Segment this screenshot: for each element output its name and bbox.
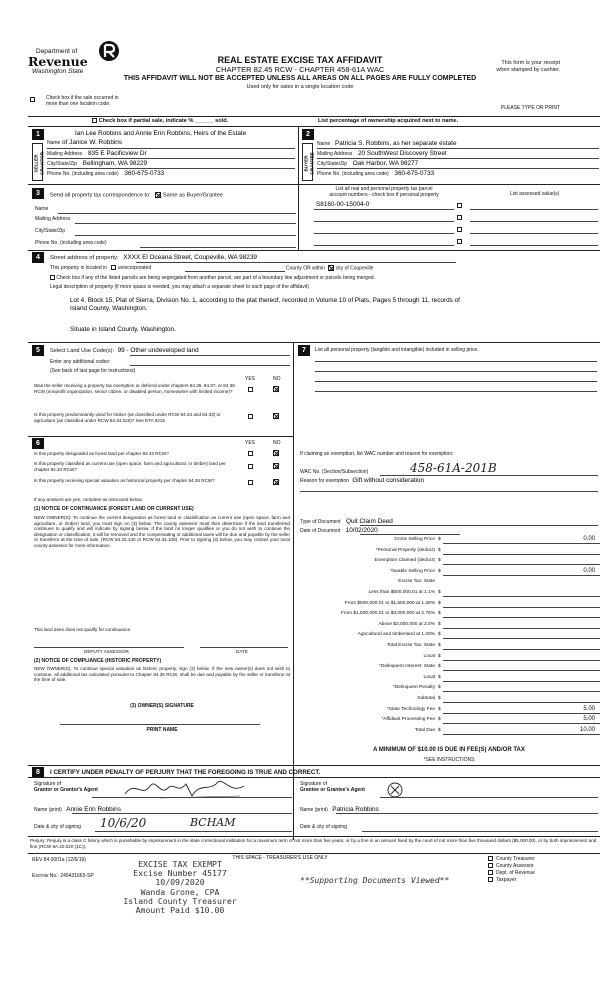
- dor-logo: [28, 40, 128, 80]
- fee-label: Total Excise Tax: State: [386, 643, 435, 648]
- grantor-date-value[interactable]: 10/6/20: [100, 816, 147, 830]
- grantor-date-label: Date & city of signing: [34, 824, 81, 830]
- multi-location-line2: more than one location code.: [46, 101, 111, 107]
- dollar-sign: $: [438, 558, 441, 563]
- fee-amount-field[interactable]: [443, 684, 600, 692]
- fee-label: *Delinquent Interest: State: [379, 664, 435, 669]
- land-use-label: Select Land Use Code(s):: [50, 348, 115, 354]
- s6-if-yes: If any answers are yes, complete as instructed below.: [34, 497, 143, 502]
- grantor-sig-line2: Grantor or Grantor's Agent: [34, 787, 98, 793]
- fee-label: Local: [423, 654, 435, 659]
- grantor-name-value[interactable]: Annie Erin Robbins: [66, 806, 121, 813]
- grantor-signature-label: [34, 781, 98, 793]
- copy-checkbox[interactable]: [488, 863, 493, 868]
- fee-amount-field[interactable]: [443, 547, 600, 555]
- please-type: PLEASE TYPE OR PRINT: [500, 105, 560, 111]
- fee-label: Excise Tax: State: [398, 579, 435, 584]
- grantee-sig-line1: Signature of: [300, 781, 327, 787]
- s3-name-label: Name: [35, 206, 49, 212]
- personal-property-checkbox-1[interactable]: [457, 203, 462, 210]
- receipt-note-line2: when stamped by cashier.: [496, 66, 560, 73]
- fee-amount-field[interactable]: [443, 716, 600, 724]
- fee-row: [300, 590, 435, 596]
- street-address-row: [50, 254, 257, 262]
- treasurer-only: THIS SPACE - TREASURER'S USE ONLY: [232, 855, 328, 861]
- dollar-sign: $: [438, 548, 441, 553]
- city-checkbox[interactable]: [328, 265, 334, 271]
- escrow-number: Escrow No.: 245431665-SP: [32, 873, 94, 879]
- seller-side-text: SELLER GRANTOR: [33, 151, 44, 176]
- buyer-city-row: [317, 160, 418, 168]
- fee-row: [300, 548, 435, 554]
- stamp-line4: Wanda Grone, CPA: [140, 886, 220, 897]
- fee-amount: 5.00: [583, 716, 595, 722]
- form-title: REAL ESTATE EXCISE TAX AFFIDAVIT: [217, 55, 383, 65]
- dollar-sign: $: [438, 569, 441, 574]
- copy-item: [488, 870, 535, 876]
- copy-checkbox[interactable]: [488, 870, 493, 875]
- rev-number: REV 84 0001a (12/6/19): [32, 857, 86, 863]
- ownership-pct-label: List percentage of ownership acquired next to name.: [318, 118, 459, 124]
- dept-state: Washington State: [32, 68, 84, 75]
- qualify-continuance: [34, 627, 131, 633]
- assessed-header: List assessed value(s): [510, 191, 560, 197]
- copy-item: [488, 877, 535, 883]
- fee-label: Taxable Selling Price: [390, 569, 435, 574]
- stamp-line1: EXCISE TAX EXEMPT: [138, 859, 222, 869]
- dollar-sign: $: [438, 643, 441, 648]
- s6-question-3: Is this property receiving special valuation as historical property per chapter 84.26 RCW?: [34, 478, 215, 483]
- parcel-header-line2: account numbers - check box if personal property: [329, 192, 439, 198]
- correspondence-label: Send all property tax correspondence to:: [50, 192, 151, 199]
- land-use-value[interactable]: 99 - Other undeveloped land: [117, 347, 199, 354]
- legal-description[interactable]: [70, 297, 590, 312]
- segregated-label: Check box if any of the listed parcels are being segregated from another parcel, are part of a boundary line adjustment or parcels being merged.: [56, 275, 375, 281]
- fee-label: *State Technology Fee: [386, 707, 435, 712]
- see-back-label: (See back of last page for instructions): [50, 368, 136, 374]
- copy-label: Dept. of Revenue: [496, 870, 535, 876]
- s6-q3-no-checkbox[interactable]: [273, 479, 279, 487]
- doc-type-value[interactable]: Quit Claim Deed: [345, 518, 393, 525]
- fee-row: [300, 707, 435, 713]
- buyer-name-row: [317, 140, 457, 148]
- grantee-name-label: Name (print): [300, 807, 328, 813]
- fee-label: Exemption Claimed (deduct): [374, 558, 435, 563]
- form-subtitle: CHAPTER 82.45 RCW - CHAPTER 458-61A WAC: [215, 65, 385, 74]
- s5-q1-yes-checkbox[interactable]: [248, 387, 253, 394]
- fee-label: Less than $500,000.01 at 1.1%: [368, 590, 435, 595]
- dollar-sign: $: [438, 654, 441, 659]
- s6-q1-no-checkbox[interactable]: [273, 450, 279, 458]
- fee-amount: 5.00: [583, 706, 595, 712]
- fee-row: [300, 717, 435, 723]
- fee-label: *Personal Property (deduct): [375, 548, 435, 553]
- wac-value[interactable]: 458-61A-201B: [410, 461, 497, 475]
- dollar-sign: $: [438, 622, 441, 627]
- fee-amount-field[interactable]: [443, 631, 600, 639]
- copy-item: [488, 856, 535, 862]
- s6-q3-yes-checkbox[interactable]: [248, 480, 253, 487]
- buyer-address-value[interactable]: 20 SouthWest Discovery Street: [357, 150, 447, 157]
- dept-name: Revenue: [28, 54, 88, 69]
- buyer-city-label: City/State/Zip: [317, 161, 348, 167]
- notice-2-body: NEW OWNER(S): To continue special valuation as historic property, sign (3) below. If the new owner(s) does not wish to continue, all additional tax calculated pursuant to Chapter 84.26 RCW, shall be due and payable by the seller or transferor at the time of sale.: [34, 666, 290, 682]
- additional-codes-label: Enter any additional codes:: [50, 359, 111, 365]
- dollar-sign: $: [438, 664, 441, 669]
- s6-q2-yes-checkbox[interactable]: [248, 464, 253, 471]
- legal-line2: Island County, Washington.: [70, 304, 148, 312]
- s6-q1-yes-checkbox[interactable]: [248, 451, 253, 458]
- buyer-address-label: Mailing Address: [317, 151, 353, 157]
- fee-row: [300, 728, 435, 734]
- treasurer-stamp: [110, 860, 250, 915]
- dollar-sign: $: [438, 728, 441, 733]
- fee-row: [300, 569, 435, 575]
- seller-address-value[interactable]: 835 E Pacificview Dr: [87, 150, 147, 157]
- s6-yes-header: YES: [245, 440, 256, 446]
- s3-city-label: City/State/Zip: [35, 228, 66, 234]
- seller-side-label: [32, 143, 43, 181]
- fee-label: Total Due: [414, 728, 435, 733]
- section-2-number: 2: [302, 129, 314, 140]
- stamp-line5: Island County Treasurer: [123, 895, 237, 906]
- s5-q1-no-checkbox[interactable]: [273, 386, 279, 394]
- s5-question-2: Is this property predominantly used for timber (as classified under RCW 84.34 and 84.33) or agriculture (as classified under RCW 84.34.020)? See ETA 3215: [34, 412, 221, 423]
- seller-name-label: Name: [47, 140, 61, 146]
- dept-line: Department of: [36, 48, 78, 55]
- minimum-fee-note: A MINIMUM OF $10.00 IS DUE IN FEE(S) AND/OR TAX: [373, 747, 525, 753]
- fee-row: [300, 601, 435, 607]
- exemption-label: If claiming an exemption, list WAC number and reason for exemption:: [300, 451, 454, 457]
- s6-question-1: Is this property designated as forest land per chapter 84.33 RCW?: [34, 451, 169, 456]
- fee-label: *Delinquent Penalty: [392, 685, 435, 690]
- located-label: This property is located in: [50, 265, 107, 271]
- notice-1-body: NEW OWNER(S): To continue the current designation as forest land or classification as current use (open space, farm and agriculture, or timber) land, you must sign on (3) below. The county assessor must then determine if the land transferred continues to qualify and will indicate by signing below. If the land no longer qualifies or you do not wish to continue the designation or classification, it will be removed and the compensating or additional taxes will be due and payable by the seller or transferor at the time of sale. (RCW 84.33.140 or RCW 84.34.108). Prior to signing (3) below, you may contact your local county assessor for more information.: [34, 515, 290, 548]
- unincorporated-checkbox[interactable]: [111, 265, 116, 270]
- copy-label: County Treasurer: [496, 856, 535, 862]
- seller-name-line1[interactable]: Ian Lee Robbins and Annie Erin Robbins, Heirs of the Estate: [75, 130, 247, 137]
- buyer-city-value[interactable]: Oak Harbor, WA 98277: [352, 160, 419, 167]
- fee-amount-field[interactable]: [443, 568, 600, 576]
- dollar-sign: $: [438, 675, 441, 680]
- dollar-sign: $: [438, 611, 441, 616]
- section-6-number: 6: [32, 438, 44, 449]
- receipt-note-line1: This form is your receipt: [501, 60, 560, 66]
- grantee-name-value[interactable]: Patricia Robbins: [332, 806, 379, 813]
- fee-row: [300, 579, 435, 585]
- street-address-value[interactable]: XXXX El Oceana Street, Coupeville, WA 98239: [123, 254, 257, 261]
- personal-property-checkbox-3[interactable]: [457, 227, 462, 234]
- deputy-date-label: DATE: [236, 649, 248, 654]
- notice-1-title: (1) NOTICE OF CONTINUANCE (FOREST LAND OR CURRENT USE): [34, 506, 194, 512]
- grantor-signature[interactable]: [120, 776, 250, 802]
- certify-statement: I CERTIFY UNDER PENALTY OF PERJURY THAT THE FOREGOING IS TRUE AND CORRECT.: [50, 769, 321, 776]
- same-as-buyer-checkbox[interactable]: [155, 192, 161, 198]
- multi-location-line1: Check box if the sale occurred in: [46, 95, 119, 101]
- personal-property-label: List all personal property (tangible and intangible) included in selling price.: [315, 347, 479, 353]
- s6-q2-no-checkbox[interactable]: [273, 463, 279, 471]
- grantor-date-row: [34, 824, 81, 830]
- form-usage: Used only for sales in a single location code: [246, 84, 354, 90]
- fee-amount-field[interactable]: [443, 589, 600, 597]
- parcel-header: [300, 186, 468, 198]
- perjury-statement: Perjury: Perjury is a class C felony which is punishable by imprisonment in the state correctional institution for a maximum term of not more than five years, or by a fine in an amount fixed by the court of not more than five thousand dollars ($5,000.00), or by both imprisonment and fine (RCW 9A.20.020 (1C)).: [30, 838, 597, 849]
- buyer-side-label: [302, 143, 313, 181]
- fee-row: [300, 537, 435, 543]
- fee-label: Local: [423, 675, 435, 680]
- seller-address-row: [47, 150, 147, 158]
- grantor-sig-line1: Signature of: [34, 781, 61, 787]
- county-row: [286, 265, 373, 271]
- grantor-name-label: Name (print): [34, 807, 62, 813]
- dollar-sign: $: [438, 707, 441, 712]
- s6-question-2: Is this property classified as current use (open space, farm and agricultural, or timber) land per chapter 84.34 RCW?: [34, 461, 226, 472]
- personal-property-checkbox-2[interactable]: [457, 215, 462, 222]
- fee-row: [300, 643, 435, 649]
- qualify-label: This land does does not qualify for continuance.: [34, 627, 132, 632]
- seller-city-row: [47, 160, 147, 168]
- segregated-row: [50, 275, 375, 281]
- owner-signature-label: (3) OWNER(S) SIGNATURE: [130, 703, 194, 709]
- fee-amount-field[interactable]: [443, 663, 600, 671]
- dollar-sign: $: [438, 696, 441, 701]
- fee-row: [300, 654, 435, 660]
- fee-amount: 0.00: [583, 536, 595, 542]
- s3-address-label: Mailing Address: [35, 216, 71, 222]
- fee-row: [300, 611, 435, 617]
- section-7-number: 7: [298, 345, 310, 356]
- buyer-side-text: BUYER GRANTEE: [303, 152, 314, 175]
- section-5-number: 5: [32, 345, 44, 356]
- print-name-label: PRINT NAME: [146, 727, 178, 733]
- fee-amount-field[interactable]: [443, 642, 600, 650]
- notice-2-title: (2) NOTICE OF COMPLIANCE (HISTORIC PROPERTY): [34, 658, 162, 664]
- multi-location-checkbox[interactable]: [30, 97, 35, 104]
- doc-date-label: Date of Document: [300, 528, 341, 534]
- section-8-number: 8: [32, 767, 44, 778]
- fee-amount: 0.00: [583, 568, 595, 574]
- seller-address-label: Mailing Address: [47, 151, 83, 157]
- s5-question-1: Was the seller receiving a property tax exemption or deferral under chapters 84.36, 84.37, or 84.38 RCW (nonprofit organization, senior citizen, or disabled person, homeowner with limited income)?: [34, 383, 235, 394]
- fee-amount-field[interactable]: [443, 706, 600, 714]
- fee-label: From $1,500,000.01 to $3,000,000 at 2.75%: [340, 611, 435, 616]
- receipt-note: [440, 60, 560, 73]
- see-instructions-note: *SEE INSTRUCTIONS: [423, 757, 475, 763]
- fee-amount-field[interactable]: [443, 727, 600, 735]
- s6-no-header: NO: [273, 440, 281, 446]
- reason-label: Reason for exemption: [300, 478, 349, 484]
- seller-city-label: City/State/Zip: [47, 161, 78, 167]
- s5-yes-header: YES: [245, 376, 256, 382]
- parcel-header-line1: List all real and personal property tax parcel: [335, 186, 433, 192]
- fee-amount-field[interactable]: [443, 610, 600, 618]
- dollar-sign: $: [438, 601, 441, 606]
- legal-label: Legal description of property (if more space is needed, you may attach a separate sheet to each page of the affidavit): [50, 284, 309, 290]
- copy-label: Taxpayer: [496, 877, 517, 883]
- fee-label: From $500,000.01 to $1,500,000 at 1.28%: [344, 601, 435, 606]
- copy-label: County Assessor: [496, 863, 534, 869]
- copy-checkbox[interactable]: [488, 856, 493, 861]
- fee-amount-field[interactable]: [443, 674, 600, 682]
- fee-row: [300, 558, 435, 564]
- partial-sale-label: Check box if partial sale, indicate % ______ sold.: [98, 118, 229, 124]
- legal-line1: Lot 4, Block 15, Plat of Sierra, Division No. 1, according to the plat thereof, recorded in Volume 10 of Plats, Pages 5 through 11, records of: [70, 297, 460, 304]
- seller-name-value[interactable]: of Janice W. Robbins: [62, 139, 123, 146]
- seller-phone-value[interactable]: 360-675-0733: [124, 170, 165, 177]
- unincorporated-label: unincorporated: [117, 265, 152, 271]
- fee-row: [300, 675, 435, 681]
- stamp-line2: Excise Number 45177: [133, 868, 227, 879]
- buyer-name-value[interactable]: Patricia S. Robbins, as her separate estate: [335, 140, 457, 147]
- fee-amount-field[interactable]: [443, 536, 600, 544]
- personal-property-checkbox-4[interactable]: [457, 239, 462, 246]
- stamp-line3: 10/09/2020: [155, 877, 205, 888]
- copy-checkbox[interactable]: [488, 877, 493, 882]
- fee-amount-field[interactable]: [443, 695, 600, 703]
- fee-label: Gross Selling Price: [394, 537, 435, 542]
- situate-text: Situate in Island County, Washington.: [70, 326, 176, 333]
- correspondence-row: [50, 192, 223, 199]
- fee-label: *Affidavit Processing Fee: [381, 717, 435, 722]
- dollar-sign: $: [438, 537, 441, 542]
- fee-label: Agricultural and timberland at 1.28%: [357, 632, 435, 637]
- s5-q2-yes-checkbox[interactable]: [248, 414, 253, 421]
- section-4-number: 4: [32, 252, 44, 263]
- buyer-phone-label: Phone No. (including area code): [317, 171, 389, 177]
- supporting-docs-stamp: **Supporting Documents Viewed**: [300, 876, 450, 885]
- fee-row: [300, 664, 435, 670]
- fee-amount-field[interactable]: [443, 557, 600, 565]
- fee-row: [300, 685, 435, 691]
- segregated-checkbox[interactable]: [50, 275, 55, 280]
- form-warning: THIS AFFIDAVIT WILL NOT BE ACCEPTED UNLESS ALL AREAS ON ALL PAGES ARE FULLY COMPLETED: [123, 75, 477, 82]
- buyer-phone-value[interactable]: 360-675-0733: [394, 170, 435, 177]
- multi-location-label: [46, 95, 119, 107]
- located-row: [50, 265, 151, 271]
- fee-row: [300, 632, 435, 638]
- doc-type-label: Type of Document: [300, 519, 341, 525]
- fee-amount-field[interactable]: [443, 653, 600, 661]
- dollar-sign: $: [438, 590, 441, 595]
- parcel-number-1[interactable]: S8160-00-15004-0: [316, 201, 370, 208]
- fee-amount-field[interactable]: [443, 600, 600, 608]
- seller-name-row: [47, 139, 295, 147]
- fee-row: [300, 622, 435, 628]
- s3-phone-label: Phone No. (including area code): [35, 240, 107, 246]
- s5-q2-no-checkbox[interactable]: [273, 413, 279, 421]
- copy-item: [488, 863, 535, 869]
- partial-sale-checkbox[interactable]: [92, 118, 97, 123]
- s5-no-header: NO: [273, 376, 281, 382]
- dollar-sign: $: [438, 685, 441, 690]
- county-label: County OR within: [286, 265, 325, 272]
- stamp-line6: Amount Paid $10.00: [135, 904, 225, 915]
- partial-sale-row: [92, 118, 228, 125]
- fee-amount-field[interactable]: [443, 621, 600, 629]
- reason-row: [300, 477, 424, 485]
- grantor-city-value[interactable]: BCHAM: [190, 816, 236, 829]
- grantee-signature-label: [300, 781, 365, 793]
- revenue-emblem-icon: [98, 40, 120, 62]
- dollar-sign: $: [438, 632, 441, 637]
- section-3-number: 3: [32, 188, 44, 199]
- buyer-address-row: [317, 150, 447, 158]
- land-use-row: [50, 347, 199, 355]
- doc-date-value[interactable]: 10/02/2020: [345, 527, 378, 534]
- fee-label: Above $3,000,000 at 3.0%: [378, 622, 435, 627]
- wac-label: WAC No. (Section/Subsection): [300, 469, 369, 475]
- street-address-label: Street address of property:: [50, 255, 119, 261]
- fee-row: [300, 696, 435, 702]
- reason-value[interactable]: Gift without consideration: [352, 477, 425, 484]
- dollar-sign: $: [438, 717, 441, 722]
- seller-phone-label: Phone No. (including area code): [47, 171, 119, 177]
- city-label: city of Coupeville: [335, 265, 374, 272]
- seller-phone-row: [47, 170, 164, 178]
- section-1-number: 1: [32, 129, 44, 140]
- fee-amount: 10.00: [579, 727, 595, 733]
- grantee-sig-line2: Grantee or Grantee's Agent: [300, 787, 365, 793]
- seller-city-value[interactable]: Bellingham, WA 98229: [82, 160, 148, 167]
- deputy-assessor-label: DEPUTY ASSESSOR: [84, 649, 129, 654]
- grantee-date-label: Date & city of signing: [300, 824, 347, 830]
- buyer-name-label: Name: [317, 141, 331, 147]
- same-as-buyer-label: Same as Buyer/Grantee: [162, 192, 223, 199]
- copy-distribution-list: [488, 856, 535, 884]
- buyer-phone-row: [317, 170, 434, 178]
- fee-label: Subtotal: [417, 696, 435, 701]
